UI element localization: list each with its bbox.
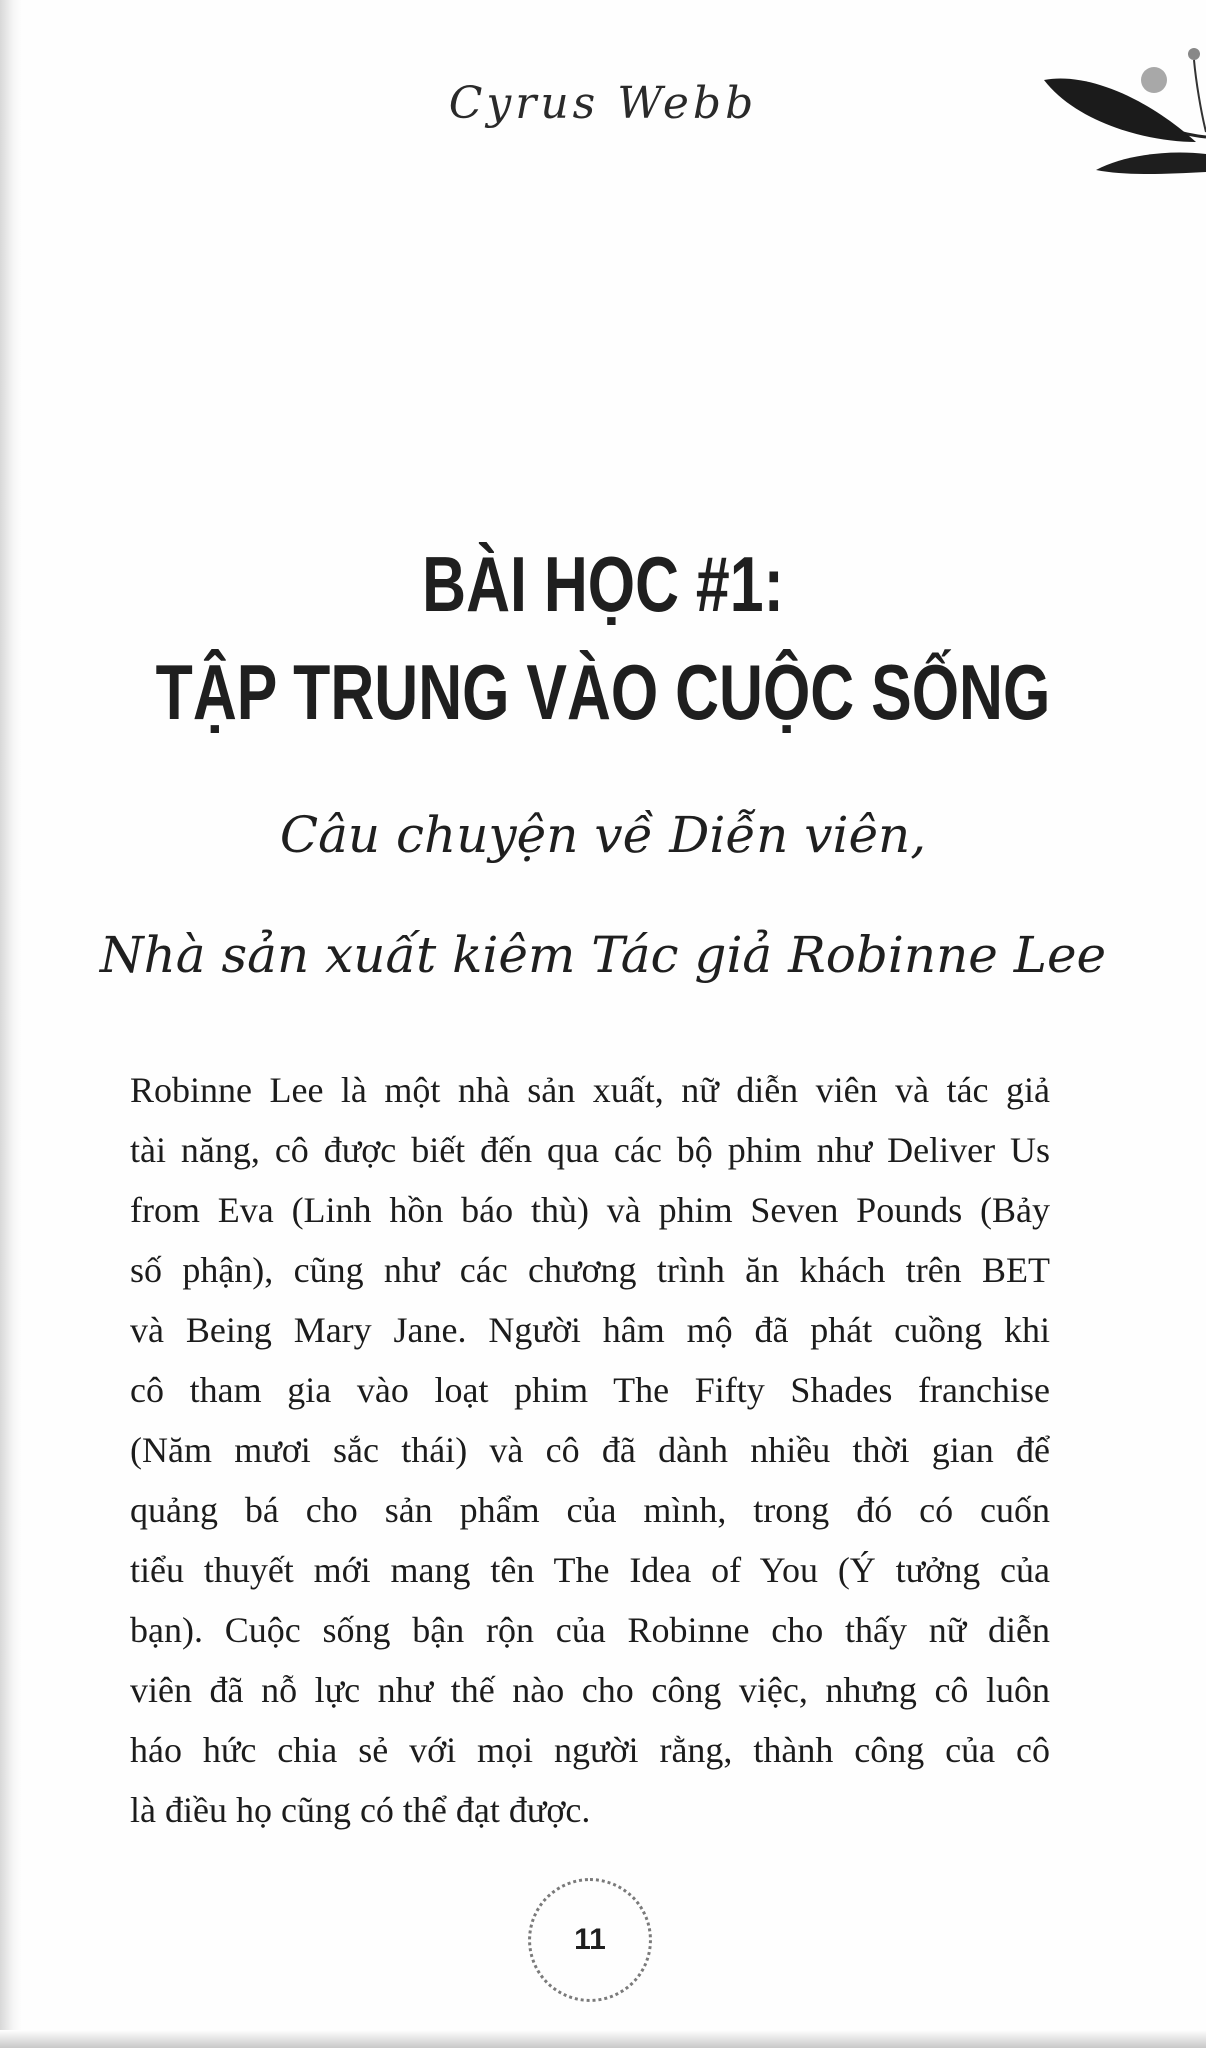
- chapter-title: [133, 530, 1074, 746]
- page-number-badge: [528, 1878, 652, 2002]
- chapter-title-line-1: BÀI HỌC #1:: [422, 540, 784, 628]
- body-line: tiểu thuyết mới mang tên The Idea of You (Ý tưởng của: [130, 1550, 1050, 1590]
- chapter-title-line-2: TẬP TRUNG VÀO CUỘC SỐNG: [155, 648, 1051, 736]
- body-line: là điều họ cũng có thể đạt được.: [130, 1790, 591, 1830]
- body-line: quảng bá cho sản phẩm của mình, trong đó có cuốn: [130, 1490, 1050, 1530]
- leaf-branch-icon: [1036, 42, 1206, 192]
- body-line: cô tham gia vào loạt phim The Fifty Shades franchise: [130, 1370, 1050, 1410]
- body-line: số phận), cũng như các chương trình ăn khách trên BET: [130, 1250, 1050, 1290]
- chapter-subtitle-line-1: Câu chuyện về Diễn viên,: [279, 806, 927, 864]
- body-line: bạn). Cuộc sống bận rộn của Robinne cho thấy nữ diễn: [130, 1610, 1050, 1650]
- body-line: from Eva (Linh hồn báo thù) và phim Seven Pounds (Bảy: [130, 1190, 1050, 1230]
- chapter-subtitle-line-2: Nhà sản xuất kiêm Tác giả Robinne Lee: [99, 926, 1107, 984]
- body-line: (Năm mươi sắc thái) và cô đã dành nhiều thời gian để: [130, 1430, 1050, 1470]
- body-line: Robinne Lee là một nhà sản xuất, nữ diễn viên và tác giả: [130, 1070, 1050, 1110]
- body-paragraph: [130, 1060, 1050, 1840]
- page-binding-shadow: [0, 0, 22, 2048]
- body-line: và Being Mary Jane. Người hâm mộ đã phát cuồng khi: [130, 1310, 1050, 1350]
- body-line: háo hức chia sẻ với mọi người rằng, thành công của cô: [130, 1730, 1050, 1770]
- page-edge-shadow: [0, 2030, 1206, 2048]
- body-line: tài năng, cô được biết đến qua các bộ phim như Deliver Us: [130, 1130, 1050, 1170]
- page-number: 11: [574, 1923, 606, 1956]
- running-header-author: Cyrus Webb: [448, 78, 758, 129]
- body-line: viên đã nỗ lực như thế nào cho công việc, nhưng cô luôn: [130, 1670, 1050, 1710]
- chapter-subtitle: [0, 775, 1206, 1015]
